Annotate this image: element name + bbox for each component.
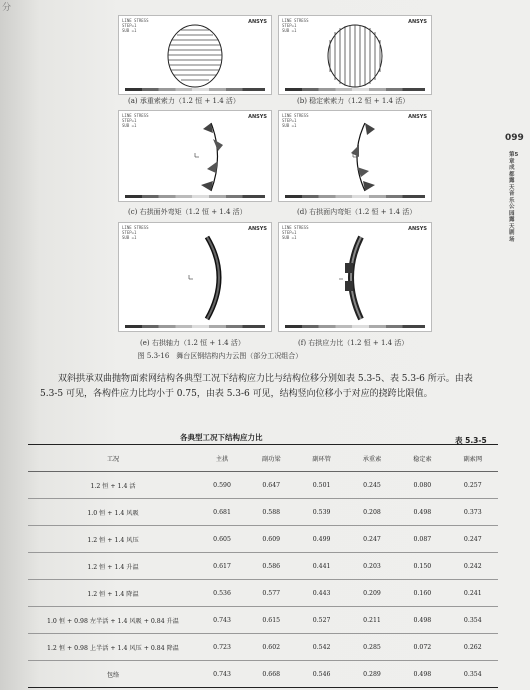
- panel-b: [278, 15, 432, 95]
- table-cell: 0.441: [296, 553, 346, 580]
- header-cell: 主拱: [198, 445, 246, 472]
- table-cell: 0.160: [397, 580, 447, 607]
- table-cell: 0.499: [296, 526, 346, 553]
- condition-cell: 包络: [28, 661, 198, 688]
- condition-cell: 1.2 恒 + 0.98 上半活 + 1.4 风压 + 0.84 降温: [28, 634, 198, 661]
- table-cell: 0.080: [397, 472, 447, 499]
- table-cell: 0.577: [246, 580, 296, 607]
- table-cell: 0.539: [296, 499, 346, 526]
- table-cell: 0.542: [296, 634, 346, 661]
- ansys-logo: ANSYS: [248, 114, 267, 120]
- page-number: 099: [505, 133, 524, 143]
- panel-e: [118, 222, 272, 332]
- header-cell: 承重索: [347, 445, 397, 472]
- table-cell: 0.498: [397, 661, 447, 688]
- table-cell: 0.586: [246, 553, 296, 580]
- table-cell: 0.211: [347, 607, 397, 634]
- condition-cell: 1.0 恒 + 0.98 左半活 + 1.4 风吸 + 0.84 升温: [28, 607, 198, 634]
- table-cell: 0.087: [397, 526, 447, 553]
- panel-a-caption: (a) 承重索索力（1.2 恒 + 1.4 活）: [128, 97, 240, 105]
- header-cell: 稳定索: [397, 445, 447, 472]
- panel-d: [278, 110, 432, 202]
- table-row: [28, 634, 498, 661]
- table-cell: 0.605: [198, 526, 246, 553]
- table-cell: 0.289: [347, 661, 397, 688]
- color-legend-bar: [125, 88, 265, 91]
- color-legend-bar: [285, 195, 425, 198]
- stress-ratio-plot-f: [279, 223, 431, 331]
- condition-cell: 1.2 恒 + 1.4 降温: [28, 580, 198, 607]
- panel-header: LINE STRESS STEP=1 SUB =1: [122, 18, 149, 33]
- header-cell: 副功梁: [246, 445, 296, 472]
- axial-force-plot-e: [119, 223, 271, 331]
- ansys-logo: ANSYS: [248, 226, 267, 232]
- body-paragraph: 双斜拱承双曲抛物面索网结构各典型工况下结构应力比与结构位移分别如表 5.3-5、表 5.3-6 所示。由表 5.3-5 可见，各构件应力比均小于 0.75，由表 5.3-6 可见，结构竖向位移小于对应的挠跨比限值。: [40, 374, 473, 399]
- table-cell: 0.501: [296, 472, 346, 499]
- condition-cell: 1.2 恒 + 1.4 升温: [28, 553, 198, 580]
- table-cell: 0.247: [347, 526, 397, 553]
- moment-plot-c: [119, 111, 271, 201]
- table-row: [28, 472, 498, 499]
- table-cell: 0.723: [198, 634, 246, 661]
- table-cell: 0.072: [397, 634, 447, 661]
- ansys-logo: ANSYS: [408, 226, 427, 232]
- table-header-row: [28, 445, 498, 472]
- moment-plot-d: [279, 111, 431, 201]
- header-cell: 副索网: [448, 445, 498, 472]
- color-legend-bar: [125, 325, 265, 328]
- ansys-logo: ANSYS: [408, 114, 427, 120]
- table-row: [28, 553, 498, 580]
- header-cell: 工况: [28, 445, 198, 472]
- table-cell: 0.354: [448, 661, 498, 688]
- table-cell: 0.590: [198, 472, 246, 499]
- table-number: 表 5.3-5: [455, 436, 487, 445]
- table-cell: 0.373: [448, 499, 498, 526]
- table-cell: 0.743: [198, 607, 246, 634]
- table-cell: 0.743: [198, 661, 246, 688]
- panel-header: LINE STRESS STEP=1 SUB =1: [282, 225, 309, 240]
- table-cell: 0.285: [347, 634, 397, 661]
- table-cell: 0.609: [246, 526, 296, 553]
- panel-header: LINE STRESS STEP=1 SUB =1: [122, 113, 149, 128]
- table-cell: 0.617: [198, 553, 246, 580]
- table-row: [28, 499, 498, 526]
- color-legend-bar: [125, 195, 265, 198]
- condition-cell: 1.2 恒 + 1.4 风压: [28, 526, 198, 553]
- panel-c-caption: (c) 右拱面外弯矩（1.2 恒 + 1.4 活）: [128, 208, 247, 216]
- panel-b-caption: (b) 稳定索索力（1.2 恒 + 1.4 活）: [297, 97, 410, 105]
- cable-force-plot-b: [279, 16, 431, 94]
- panel-c: [118, 110, 272, 202]
- table-cell: 0.354: [448, 607, 498, 634]
- panel-a: [118, 15, 272, 95]
- table-cell: 0.498: [397, 607, 447, 634]
- condition-cell: 1.0 恒 + 1.4 风吸: [28, 499, 198, 526]
- panel-e-caption: (e) 右拱轴力（1.2 恒 + 1.4 活）: [140, 339, 245, 347]
- chapter-side-tab: 第5章 成都露天音乐公园露天剧场: [509, 152, 519, 243]
- panel-header: LINE STRESS STEP=1 SUB =1: [282, 18, 309, 33]
- table-cell: 0.150: [397, 553, 447, 580]
- panel-header: LINE STRESS STEP=1 SUB =1: [122, 225, 149, 240]
- color-legend-bar: [285, 88, 425, 91]
- panel-header: LINE STRESS STEP=1 SUB =1: [282, 113, 309, 128]
- figure-caption: 图 5.3-16 舞台区钢结构内力云图（部分工况组合）: [137, 352, 303, 360]
- table-cell: 0.245: [347, 472, 397, 499]
- table-cell: 0.546: [296, 661, 346, 688]
- table-caption: 各典型工况下结构应力比: [180, 433, 263, 442]
- table-cell: 0.681: [198, 499, 246, 526]
- table-cell: 0.498: [397, 499, 447, 526]
- table-row-envelope: [28, 661, 498, 688]
- table-cell: 0.209: [347, 580, 397, 607]
- ansys-logo: ANSYS: [408, 19, 427, 25]
- color-legend-bar: [285, 325, 425, 328]
- cable-force-plot-a: [119, 16, 271, 94]
- table-cell: 0.647: [246, 472, 296, 499]
- stress-ratio-table: [28, 444, 498, 688]
- panel-d-caption: (d) 右拱面内弯矩（1.2 恒 + 1.4 活）: [297, 208, 417, 216]
- table-cell: 0.527: [296, 607, 346, 634]
- condition-cell: 1.2 恒 + 1.4 活: [28, 472, 198, 499]
- table-cell: 0.257: [448, 472, 498, 499]
- table-cell: 0.203: [347, 553, 397, 580]
- table-cell: 0.602: [246, 634, 296, 661]
- table-cell: 0.262: [448, 634, 498, 661]
- table-cell: 0.668: [246, 661, 296, 688]
- panel-f-caption: (f) 右拱应力比（1.2 恒 + 1.4 活）: [298, 339, 409, 347]
- table-cell: 0.241: [448, 580, 498, 607]
- table-row: [28, 580, 498, 607]
- ansys-logo: ANSYS: [248, 19, 267, 25]
- table-row: [28, 526, 498, 553]
- table-cell: 0.242: [448, 553, 498, 580]
- table-cell: 0.615: [246, 607, 296, 634]
- table-cell: 0.208: [347, 499, 397, 526]
- table-cell: 0.247: [448, 526, 498, 553]
- header-cell: 副环管: [296, 445, 346, 472]
- table-cell: 0.443: [296, 580, 346, 607]
- table-row: [28, 607, 498, 634]
- panel-f: [278, 222, 432, 332]
- corner-mark: 分: [2, 3, 12, 13]
- table-cell: 0.588: [246, 499, 296, 526]
- table-cell: 0.536: [198, 580, 246, 607]
